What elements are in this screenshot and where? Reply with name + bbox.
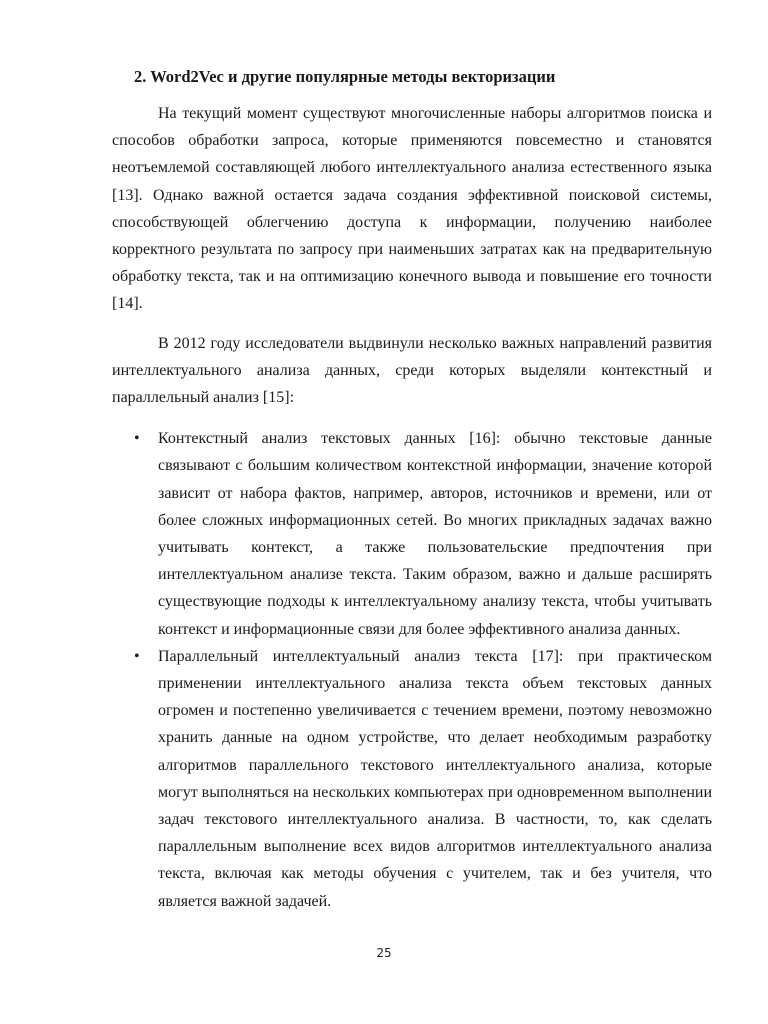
bullet-icon: • xyxy=(134,647,140,665)
list-item xyxy=(112,643,712,915)
paragraph-2: В 2012 году исследователи выдвинули несколько важных направлений развития интеллектуального анализа данных, среди которых выделяли контекстный и параллельный анализ [15]: xyxy=(112,334,712,407)
list-item-text: Параллельный интеллектуальный анализ текста [17]: при практическом применении интеллектуального анализа текста объем текстовых данных огромен и постепенно увеличивается с течением времени, поэтому невозможно хранить данные на одном устройстве, что делает необходимым разработку алгоритмов параллельного текстового интеллектуального анализа, которые могут выполняться на нескольких компьютерах при одновременном выполнении задач текстового интеллектуального анализа. В частности, то, как сделать параллельным выполнение всех видов алгоритмов интеллектуального анализа текста, включая как методы обучения с учителем, так и без учителя, что является важной задачей. xyxy=(158,647,712,910)
bullet-list xyxy=(112,425,712,915)
paragraph-1: На текущий момент существуют многочисленные наборы алгоритмов поиска и способов обработки запроса, которые применяются повсеместно и становятся неотъемлемой составляющей любого интеллектуального анализа естественного языка [13]. Однако важной остается задача создания эффективной поисковой системы, способствующей облегчению доступа к информации, получению наиболее корректного результата по запросу при наименьших затратах как на предварительную обработку текста, так и на оптимизацию конечного вывода и повышение его точности [14]. xyxy=(112,105,712,313)
list-item xyxy=(112,425,712,643)
list-item-text: Контекстный анализ текстовых данных [16]: обычно текстовые данные связывают с большим количеством контекстной информации, значение которой зависит от набора фактов, например, авторов, источников и времени, или от более сложных информационных сетей. Во многих прикладных задачах важно учитывать контекст, а также пользовательские предпочтения при интеллектуальном анализе текста. Таким образом, важно и дальше расширять существующие подходы к интеллектуальному анализу текста, чтобы учитывать контекст и информационные связи для более эффективного анализа данных. xyxy=(158,430,712,638)
page-number: 25 xyxy=(376,946,392,960)
bullet-icon: • xyxy=(134,430,140,448)
section-heading: 2. Word2Vec и другие популярные методы векторизации xyxy=(134,67,556,86)
